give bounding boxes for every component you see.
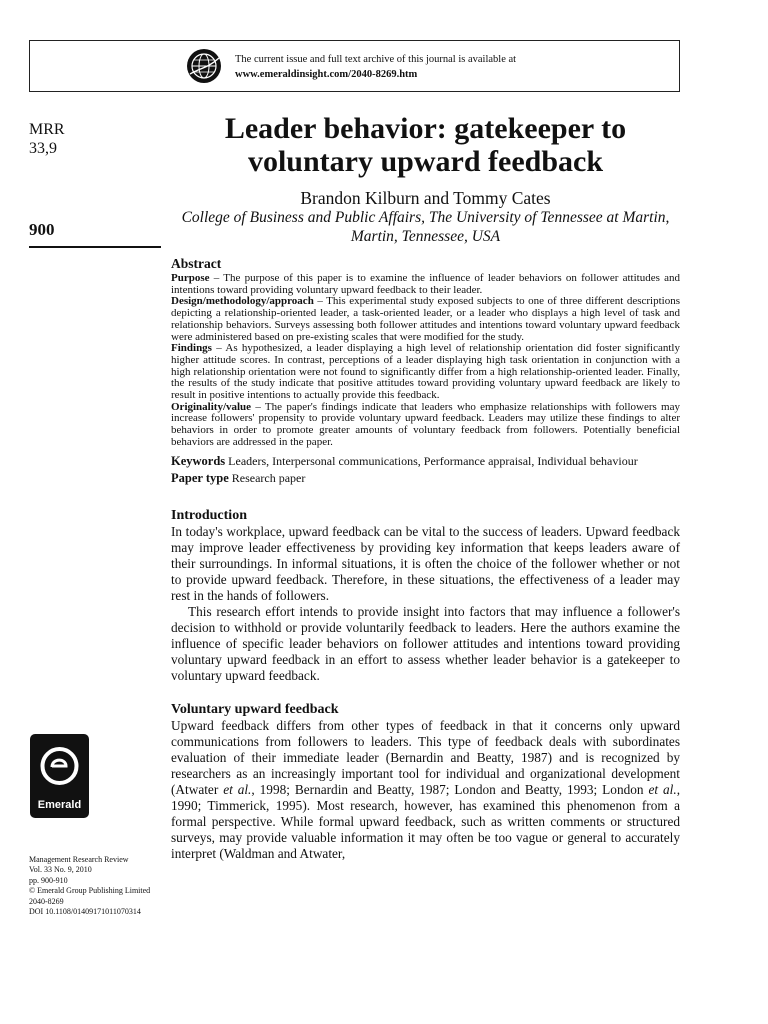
citation-volume: Vol. 33 No. 9, 2010 [29, 865, 92, 875]
logo-text: Emerald [37, 799, 82, 811]
page-number-rule [29, 246, 161, 248]
journal-abbrev: MRR [29, 121, 65, 138]
introduction-heading: Introduction [171, 507, 247, 523]
article-authors: Brandon Kilburn and Tommy Cates [300, 188, 551, 208]
design-label: Design/methodology/approach [171, 295, 314, 308]
abstract-purpose [171, 273, 680, 296]
author-affiliation: College of Business and Public Affairs, The University of Tennessee at Martin, Martin, Tennessee, USA [181, 209, 670, 245]
et-al-2: et al. [648, 781, 677, 797]
paper-type-line [171, 470, 680, 487]
citation-doi[interactable]: DOI 10.1108/01409171011070314 [29, 907, 141, 917]
emerald-logo [30, 734, 89, 818]
globe-icon [186, 48, 222, 84]
citation-copyright: © Emerald Group Publishing Limited [29, 886, 151, 896]
abstract-originality [171, 402, 680, 449]
volume-issue: 33,9 [29, 140, 57, 157]
purpose-text: – The purpose of this paper is to examine the influence of leader behaviors on follower attitudes and intentions toward providing voluntary upward feedback to their leader. [171, 272, 680, 296]
citation-block [29, 855, 169, 917]
banner-url[interactable]: www.emeraldinsight.com/2040-8269.htm [235, 69, 418, 80]
abstract-design [171, 296, 680, 343]
journal-banner [29, 40, 680, 92]
voluntary-upward-feedback-heading: Voluntary upward feedback [171, 701, 339, 717]
abstract-findings [171, 343, 680, 402]
journal-code [29, 120, 65, 158]
intro-paragraph-1: In today's workplace, upward feedback can be vital to the success of leaders. Upward feedback may improve leader effectiveness by providing key information that keeps leaders aware of their surroundings. In informal situations, it is often the choice of the follower whether or not to provide upward feedback. Therefore, in these situations, the effectiveness of a leader may rest in the hands of followers. [171, 523, 680, 603]
page-number: 900 [29, 220, 55, 239]
keywords-text: Leaders, Interpersonal communications, Performance appraisal, Individual behaviour [228, 453, 638, 468]
design-text: – This experimental study exposed subjects to one of three different descriptions depicting a relationship-oriented leader, a task-oriented leader, or a leader who displays a high level of task and relationship behaviors. Surveys assessing both follower attitudes and intentions toward voluntary upward feedback were administered based on pre-existing scales that were modified for the study. [171, 295, 680, 343]
section2-paragraph [171, 718, 680, 862]
banner-line: The current issue and full text archive of this journal is available at [235, 54, 517, 65]
intro-paragraph-2: This research effort intends to provide insight into factors that may influence a follower's decision to withhold or provide voluntarily feedback to leaders. Here the authors examine the influence of specific leader behaviors on follower attitudes and intentions toward providing voluntary upward feedback in an effort to assess whether leader behavior is a gatekeeper to voluntary upward feedback. [171, 603, 680, 683]
originality-label: Originality/value [171, 400, 252, 413]
section2-text-b: , 1998; Bernardin and Beatty, 1987; London and Beatty, 1993; London [251, 781, 649, 797]
keywords-label: Keywords [171, 453, 226, 468]
citation-issn: 2040-8269 [29, 896, 64, 906]
et-al-1: et al. [223, 781, 252, 797]
keywords-line [171, 453, 680, 470]
findings-label: Findings [171, 342, 212, 355]
abstract-heading: Abstract [171, 256, 222, 271]
article-main [171, 112, 680, 862]
findings-text: – As hypothesized, a leader displaying a high level of relationship orientation did foster significantly higher attitude scores. In contrast, perceptions of a leader displaying high task orientation in conjunction with a high relationship orientation were not found to significantly differ from a high relationship-oriented leader. Finally, the results of the study indicate that positive attitudes toward providing voluntary upward feedback are likely to result in positive intentions to actually provide this feedback. [171, 342, 680, 402]
citation-pages: pp. 900-910 [29, 875, 68, 885]
originality-text: – The paper's findings indicate that leaders who emphasize relationships with followers may increase followers' propensity to provide voluntary upward feedback. Leaders may utilize these findings to alter behaviors in order to promote greater amounts of voluntary feedback from followers. Potentially beneficial behaviors are addressed in the paper. [171, 400, 680, 448]
paper-type-label: Paper type [171, 470, 229, 485]
paper-type-text: Research paper [231, 470, 306, 485]
purpose-label: Purpose [171, 272, 210, 284]
section2-text-a: Upward feedback differs from other types of feedback in that it concerns only upward communications from followers to leaders. This type of feedback deals with subordinates evaluation of their immediate leader (Bernardin and Beatty, 1987) and is recognized by researchers as an increasingly important tool for individual and organizational development (Atwater [171, 717, 680, 797]
section2-text-c: , 1990; Timmerick, 1995). Most research, however, has examined this phenomenon from a formal perspective. While formal upward feedback, such as written comments or structured surveys, may provide valuable information it may often be too vague or general to accurately interpret (Waldman and Atwater, [171, 781, 681, 861]
citation-journal: Management Research Review [29, 855, 129, 864]
article-title: Leader behavior: gatekeeper to voluntary upward feedback [224, 112, 627, 178]
